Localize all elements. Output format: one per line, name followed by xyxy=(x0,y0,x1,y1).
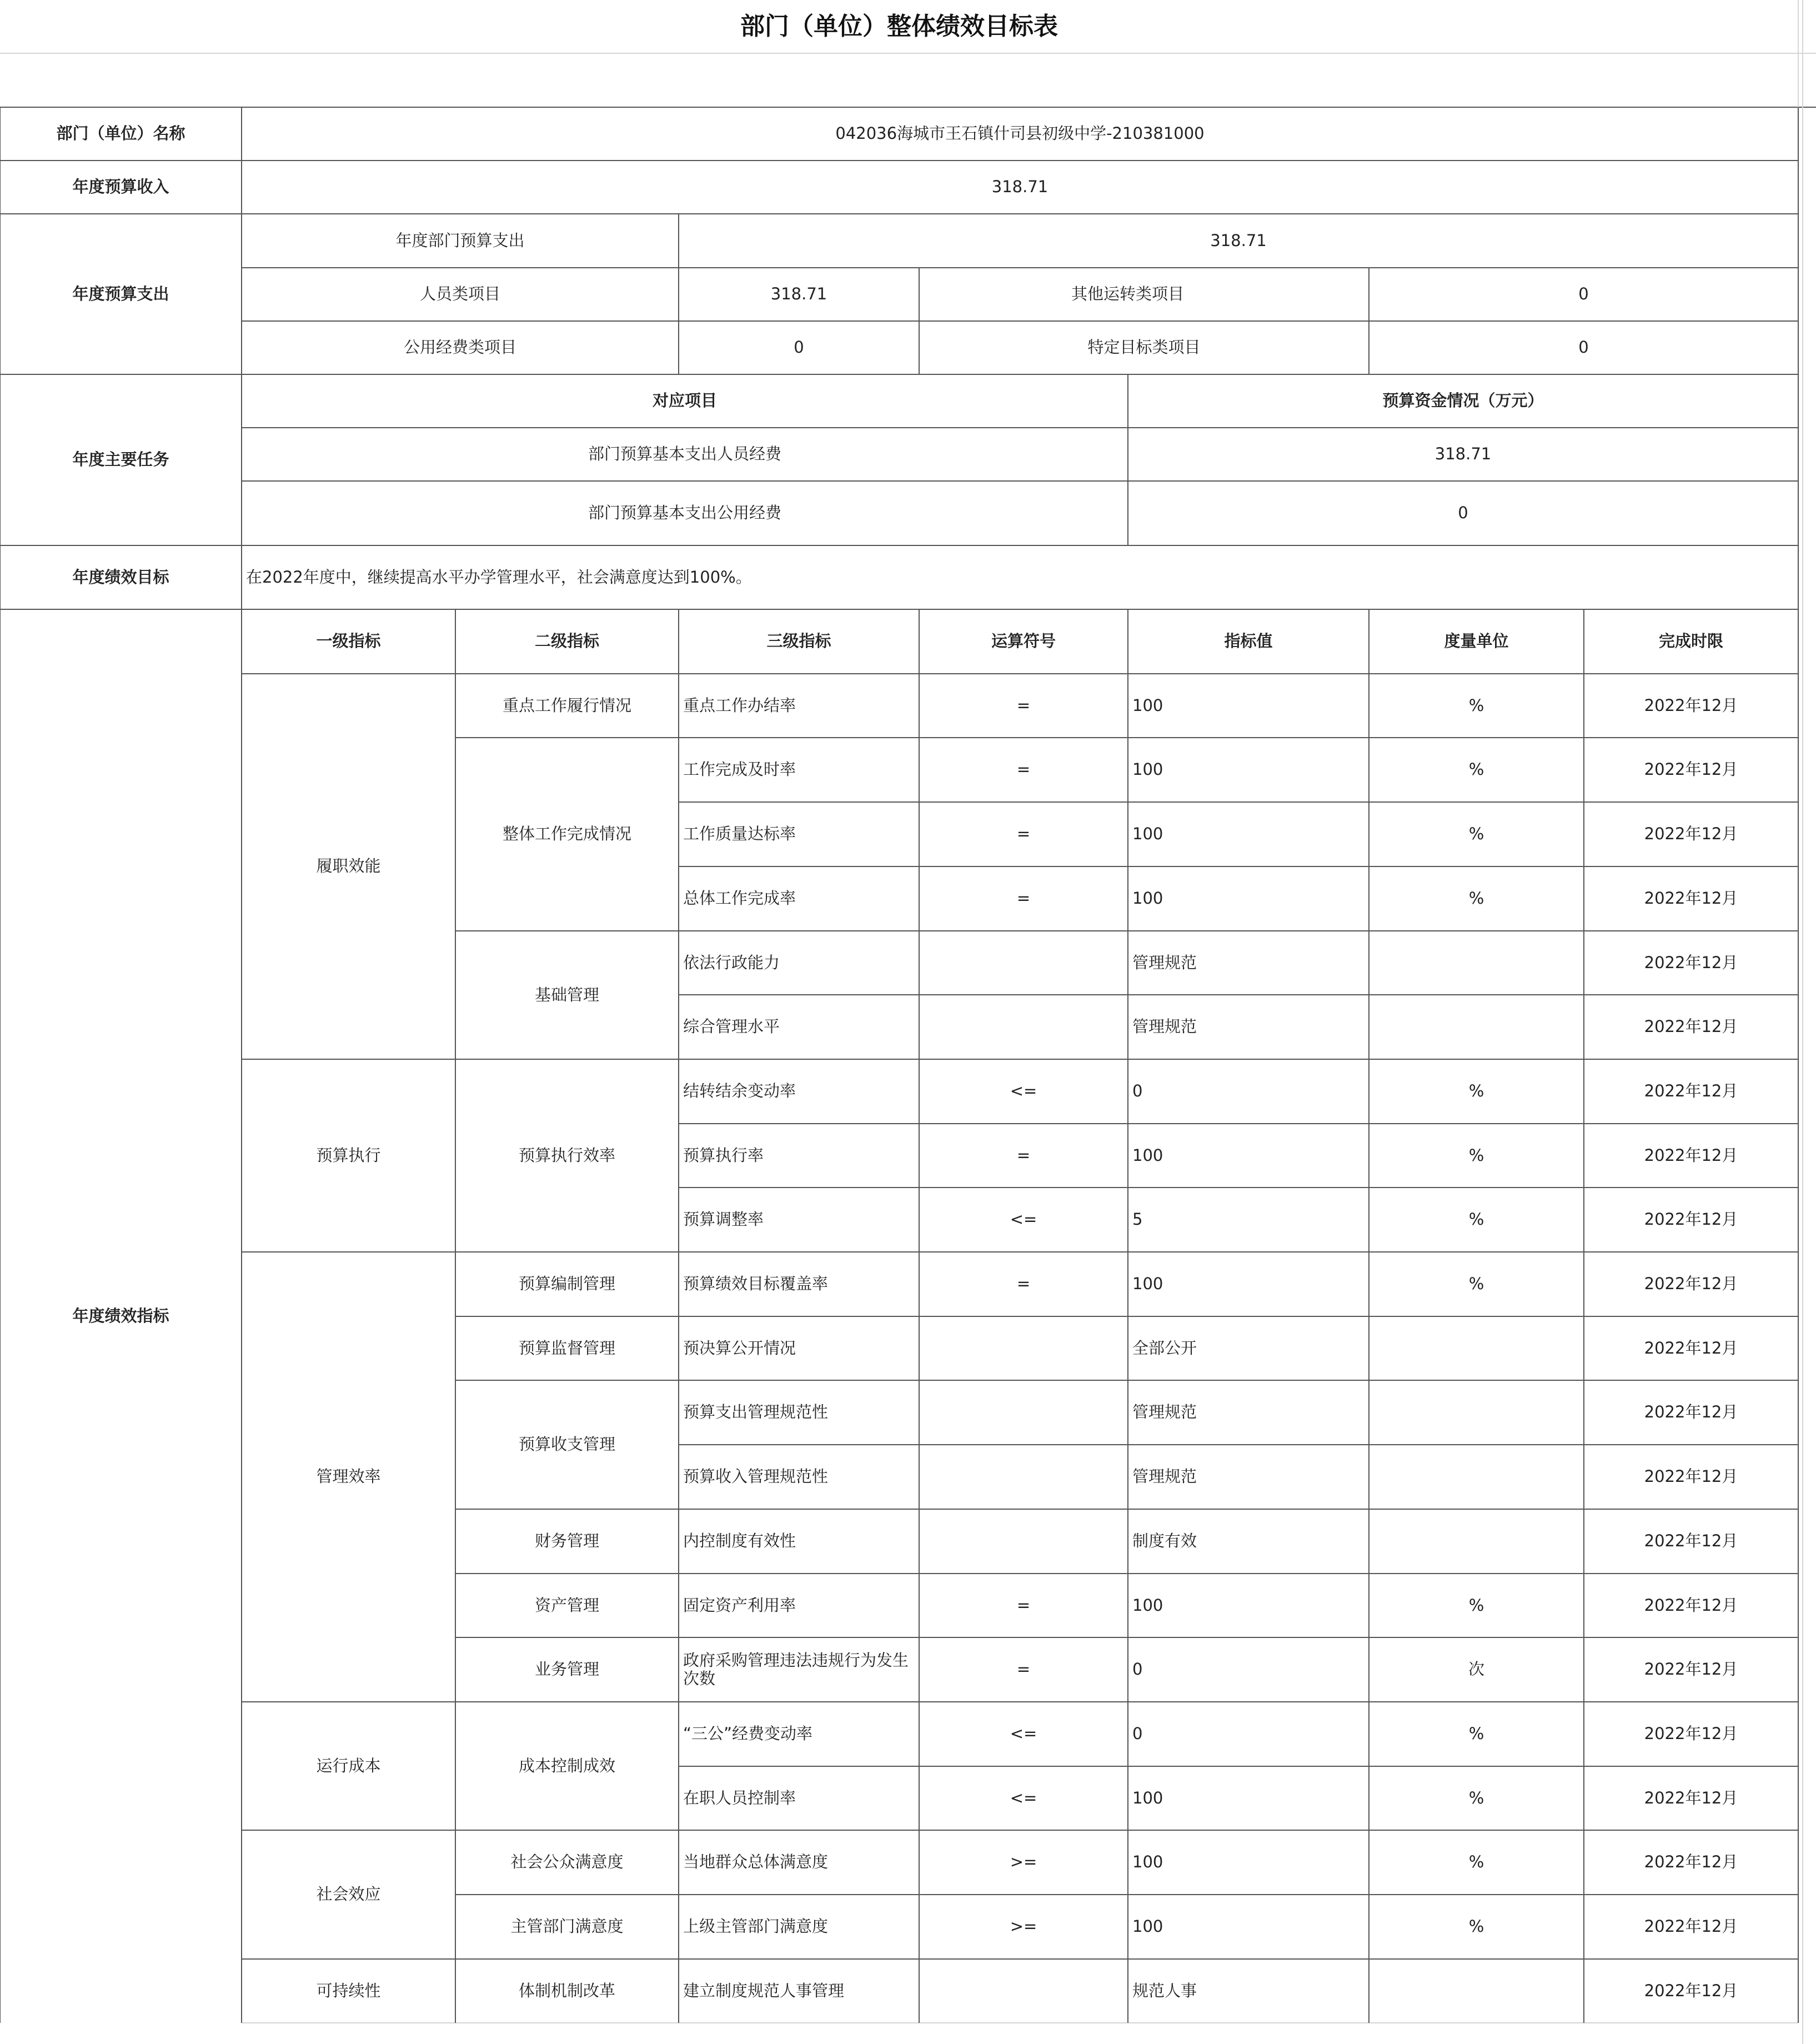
personnel-project-value: 318.71 xyxy=(770,284,827,304)
measure-unit: % xyxy=(1468,1852,1484,1872)
grid-line xyxy=(455,609,456,2023)
grid-line xyxy=(0,545,1798,546)
measure-unit xyxy=(1369,1959,1584,2023)
tasks-header-fund: 预算资金情况（万元） xyxy=(1382,391,1544,410)
indicator-col-header: 二级指标 xyxy=(534,632,599,651)
deadline: 2022年12月 xyxy=(1644,1338,1738,1357)
grid-line xyxy=(242,320,1798,322)
operator-symbol xyxy=(919,995,1128,1059)
operator-symbol: <= xyxy=(1010,1788,1037,1807)
level3-indicator: 工作完成及时率 xyxy=(683,760,796,779)
grid-line xyxy=(679,1187,1798,1188)
level1-indicator: 预算执行 xyxy=(316,1145,381,1165)
level3-indicator: 预算调整率 xyxy=(683,1210,764,1229)
indicator-value: 0 xyxy=(1132,1660,1143,1679)
indicator-value: 管理规范 xyxy=(1132,953,1197,972)
indicator-value: 100 xyxy=(1132,1145,1163,1165)
deadline: 2022年12月 xyxy=(1644,1081,1738,1101)
annual-goal-text: 在2022年度中，继续提高水平办学管理水平，社会满意度达到100%。 xyxy=(246,567,752,587)
grid-line xyxy=(1368,268,1369,374)
level3-indicator: 预算支出管理规范性 xyxy=(683,1402,829,1422)
public-fund-label: 公用经费类项目 xyxy=(403,338,516,357)
level3-indicator: 在职人员控制率 xyxy=(683,1788,796,1807)
deadline: 2022年12月 xyxy=(1644,1467,1738,1486)
measure-unit: % xyxy=(1468,889,1484,908)
measure-unit xyxy=(1369,1445,1584,1509)
task-item: 部门预算基本支出人员经费 xyxy=(588,444,781,464)
grid-line xyxy=(455,1380,1798,1381)
operator-symbol xyxy=(919,1316,1128,1380)
operator-symbol: <= xyxy=(1010,1081,1037,1101)
grid-line xyxy=(455,930,1798,931)
indicator-value: 100 xyxy=(1132,1274,1163,1294)
grid-line xyxy=(242,1958,1798,1960)
measure-unit xyxy=(1369,1509,1584,1574)
measure-unit: % xyxy=(1468,1917,1484,1936)
operator-symbol xyxy=(919,1445,1128,1509)
grid-line xyxy=(242,1701,1798,1702)
specific-target-value: 0 xyxy=(1578,338,1589,357)
level1-indicator: 可持续性 xyxy=(316,1981,381,2000)
indicator-value: 全部公开 xyxy=(1132,1338,1197,1357)
level2-indicator: 财务管理 xyxy=(534,1531,599,1551)
grid-line xyxy=(679,1766,1798,1767)
level3-indicator: 内控制度有效性 xyxy=(683,1531,796,1551)
operator-symbol xyxy=(919,931,1128,995)
level3-indicator: 工作质量达标率 xyxy=(683,824,796,844)
deadline: 2022年12月 xyxy=(1644,1274,1738,1294)
level2-indicator: 预算监督管理 xyxy=(518,1338,615,1357)
grid-line xyxy=(455,737,1798,738)
level2-indicator: 预算执行效率 xyxy=(518,1145,615,1165)
grid-line xyxy=(455,1573,1798,1574)
indicator-value: 100 xyxy=(1132,760,1163,779)
grid-line xyxy=(0,53,1816,54)
operator-symbol: <= xyxy=(1010,1724,1037,1744)
grid-line xyxy=(1368,609,1369,2023)
tasks-header-item: 对应项目 xyxy=(652,391,717,410)
public-fund-value: 0 xyxy=(794,338,804,357)
level2-indicator: 资产管理 xyxy=(534,1595,599,1615)
grid-line xyxy=(1798,0,1799,107)
deadline: 2022年12月 xyxy=(1644,1145,1738,1165)
grid-line xyxy=(679,866,1798,867)
operator-symbol: >= xyxy=(1010,1917,1037,1936)
indicator-col-header: 度量单位 xyxy=(1444,632,1509,651)
task-item: 部门预算基本支出公用经费 xyxy=(588,503,781,523)
indicator-value: 管理规范 xyxy=(1132,1402,1197,1422)
operator-symbol: = xyxy=(1016,889,1031,908)
level2-indicator: 主管部门满意度 xyxy=(510,1917,624,1936)
measure-unit xyxy=(1369,995,1584,1059)
deadline: 2022年12月 xyxy=(1644,1788,1738,1807)
measure-unit xyxy=(1369,1316,1584,1380)
level3-indicator: 预算执行率 xyxy=(683,1145,764,1165)
operator-symbol xyxy=(919,1380,1128,1445)
grid-line xyxy=(242,1059,1798,1060)
indicator-value: 0 xyxy=(1132,1081,1143,1101)
grid-line xyxy=(1802,0,1803,2044)
grid-line xyxy=(242,427,1798,428)
indicator-value: 管理规范 xyxy=(1132,1017,1197,1036)
task-fund: 0 xyxy=(1458,503,1468,523)
deadline: 2022年12月 xyxy=(1644,824,1738,844)
grid-line xyxy=(678,214,679,374)
level2-indicator: 预算收支管理 xyxy=(518,1435,615,1454)
indicator-value: 制度有效 xyxy=(1132,1531,1197,1551)
deadline: 2022年12月 xyxy=(1644,1531,1738,1551)
main-tasks-label: 年度主要任务 xyxy=(72,450,169,469)
level3-indicator: 总体工作完成率 xyxy=(683,889,796,908)
level3-indicator: 综合管理水平 xyxy=(683,1017,780,1036)
dept-name-label: 部门（单位）名称 xyxy=(56,124,185,143)
indicator-value: 100 xyxy=(1132,1595,1163,1615)
indicator-col-header: 三级指标 xyxy=(766,632,831,651)
operator-symbol: = xyxy=(1016,1660,1031,1679)
level3-indicator: 建立制度规范人事管理 xyxy=(683,1981,845,2000)
level1-indicator: 管理效率 xyxy=(316,1467,381,1486)
indicator-value: 规范人事 xyxy=(1132,1981,1197,2000)
indicator-value: 5 xyxy=(1132,1210,1143,1229)
indicator-value: 100 xyxy=(1132,1788,1163,1807)
annual-income-label: 年度预算收入 xyxy=(72,177,169,197)
level3-indicator: 预算收入管理规范性 xyxy=(683,1467,829,1486)
indicator-value: 100 xyxy=(1132,889,1163,908)
deadline: 2022年12月 xyxy=(1644,695,1738,715)
level2-indicator: 体制机制改革 xyxy=(518,1981,615,2000)
grid-line xyxy=(679,994,1798,995)
deadline: 2022年12月 xyxy=(1644,1724,1738,1744)
level1-indicator: 社会效应 xyxy=(316,1885,381,1904)
indicator-value: 100 xyxy=(1132,1917,1163,1936)
measure-unit: % xyxy=(1468,695,1484,715)
annual-expense-label: 年度预算支出 xyxy=(72,284,169,303)
grid-line xyxy=(1127,609,1128,2023)
operator-symbol: = xyxy=(1016,1145,1031,1165)
operator-symbol: = xyxy=(1016,760,1031,779)
measure-unit: % xyxy=(1468,760,1484,779)
operator-symbol: = xyxy=(1016,824,1031,844)
grid-line xyxy=(679,1444,1798,1445)
level2-indicator: 整体工作完成情况 xyxy=(502,824,631,844)
grid-line xyxy=(0,213,1798,214)
annual-goal-label: 年度绩效目标 xyxy=(72,567,169,587)
other-operation-label: 其他运转类项目 xyxy=(1071,284,1184,304)
grid-line xyxy=(919,609,920,2023)
operator-symbol: = xyxy=(1016,1274,1031,1294)
task-fund: 318.71 xyxy=(1434,444,1492,464)
grid-line xyxy=(1583,609,1584,2023)
level3-indicator: “三公”经费变动率 xyxy=(683,1724,813,1744)
indicator-value: 100 xyxy=(1132,1852,1163,1872)
grid-line xyxy=(455,1509,1798,1510)
dept-name-value: 042036海城市王石镇什司县初级中学-210381000 xyxy=(835,124,1205,143)
indicator-value: 100 xyxy=(1132,695,1163,715)
specific-target-label: 特定目标类项目 xyxy=(1087,338,1201,357)
operator-symbol xyxy=(919,1509,1128,1574)
grid-line xyxy=(679,801,1798,803)
indicator-col-header: 运算符号 xyxy=(991,632,1056,651)
level2-indicator: 重点工作履行情况 xyxy=(502,695,631,715)
grid-line xyxy=(679,1123,1798,1124)
level3-indicator: 结转结余变动率 xyxy=(683,1081,796,1101)
indicator-value: 100 xyxy=(1132,824,1163,844)
level2-indicator: 成本控制成效 xyxy=(518,1756,615,1775)
deadline: 2022年12月 xyxy=(1644,1595,1738,1615)
deadline: 2022年12月 xyxy=(1644,1210,1738,1229)
measure-unit: % xyxy=(1468,1145,1484,1165)
measure-unit: % xyxy=(1468,1274,1484,1294)
measure-unit: % xyxy=(1468,1595,1484,1615)
grid-line xyxy=(0,160,1798,161)
level3-indicator: 政府采购管理违法违规行为发生次数 xyxy=(683,1650,909,1688)
measure-unit: 次 xyxy=(1468,1660,1484,1679)
other-operation-value: 0 xyxy=(1578,284,1589,304)
measure-unit xyxy=(1369,1380,1584,1445)
grid-line xyxy=(455,1894,1798,1895)
deadline: 2022年12月 xyxy=(1644,1017,1738,1036)
grid-line xyxy=(242,673,1798,674)
deadline: 2022年12月 xyxy=(1644,953,1738,972)
grid-line xyxy=(242,1830,1798,1831)
level3-indicator: 预算绩效目标覆盖率 xyxy=(683,1274,829,1294)
grid-line xyxy=(919,268,920,374)
measure-unit xyxy=(1369,931,1584,995)
dept-expense-label: 年度部门预算支出 xyxy=(395,231,525,250)
measure-unit: % xyxy=(1468,1210,1484,1229)
level3-indicator: 当地群众总体满意度 xyxy=(683,1852,829,1872)
grid-line xyxy=(241,107,242,2023)
level3-indicator: 重点工作办结率 xyxy=(683,695,796,715)
indicator-value: 管理规范 xyxy=(1132,1467,1197,1486)
grid-line xyxy=(1127,374,1128,545)
grid-line xyxy=(242,1251,1798,1253)
level3-indicator: 依法行政能力 xyxy=(683,953,780,972)
indicator-col-header: 完成时限 xyxy=(1658,632,1723,651)
grid-line xyxy=(242,267,1798,268)
level2-indicator: 预算编制管理 xyxy=(518,1274,615,1294)
grid-line xyxy=(455,1637,1798,1638)
deadline: 2022年12月 xyxy=(1644,1402,1738,1422)
grid-line xyxy=(678,609,679,2023)
indicators-label: 年度绩效指标 xyxy=(72,1306,169,1325)
annual-income-value: 318.71 xyxy=(991,177,1049,197)
dept-expense-value: 318.71 xyxy=(1210,231,1267,250)
deadline: 2022年12月 xyxy=(1644,1660,1738,1679)
grid-line xyxy=(242,609,1798,610)
page-title: 部门（单位）整体绩效目标表 xyxy=(740,12,1058,41)
deadline: 2022年12月 xyxy=(1644,760,1738,779)
level3-indicator: 预决算公开情况 xyxy=(683,1338,796,1357)
grid-line xyxy=(1798,107,1799,2023)
indicator-col-header: 指标值 xyxy=(1224,632,1273,651)
operator-symbol: = xyxy=(1016,695,1031,715)
level2-indicator: 社会公众满意度 xyxy=(510,1852,624,1872)
operator-symbol: = xyxy=(1016,1595,1031,1615)
indicator-col-header: 一级指标 xyxy=(316,632,381,651)
level3-indicator: 上级主管部门满意度 xyxy=(683,1917,829,1936)
deadline: 2022年12月 xyxy=(1644,1917,1738,1936)
level3-indicator: 固定资产利用率 xyxy=(683,1595,796,1615)
operator-symbol: <= xyxy=(1010,1210,1037,1229)
measure-unit: % xyxy=(1468,1724,1484,1744)
grid-line xyxy=(0,374,1798,375)
measure-unit: % xyxy=(1468,1788,1484,1807)
indicator-value: 0 xyxy=(1132,1724,1143,1744)
grid-line xyxy=(455,1316,1798,1317)
personnel-project-label: 人员类项目 xyxy=(419,284,500,304)
deadline: 2022年12月 xyxy=(1644,1852,1738,1872)
level2-indicator: 基础管理 xyxy=(534,985,599,1004)
deadline: 2022年12月 xyxy=(1644,889,1738,908)
deadline: 2022年12月 xyxy=(1644,1981,1738,2000)
operator-symbol xyxy=(919,1959,1128,2023)
level1-indicator: 履职效能 xyxy=(316,856,381,876)
level1-indicator: 运行成本 xyxy=(316,1756,381,1775)
operator-symbol: >= xyxy=(1010,1852,1037,1872)
grid-line xyxy=(242,480,1798,482)
level2-indicator: 业务管理 xyxy=(534,1660,599,1679)
measure-unit: % xyxy=(1468,824,1484,844)
grid-line xyxy=(0,107,1,2023)
measure-unit: % xyxy=(1468,1081,1484,1101)
grid-line xyxy=(242,2022,1798,2023)
